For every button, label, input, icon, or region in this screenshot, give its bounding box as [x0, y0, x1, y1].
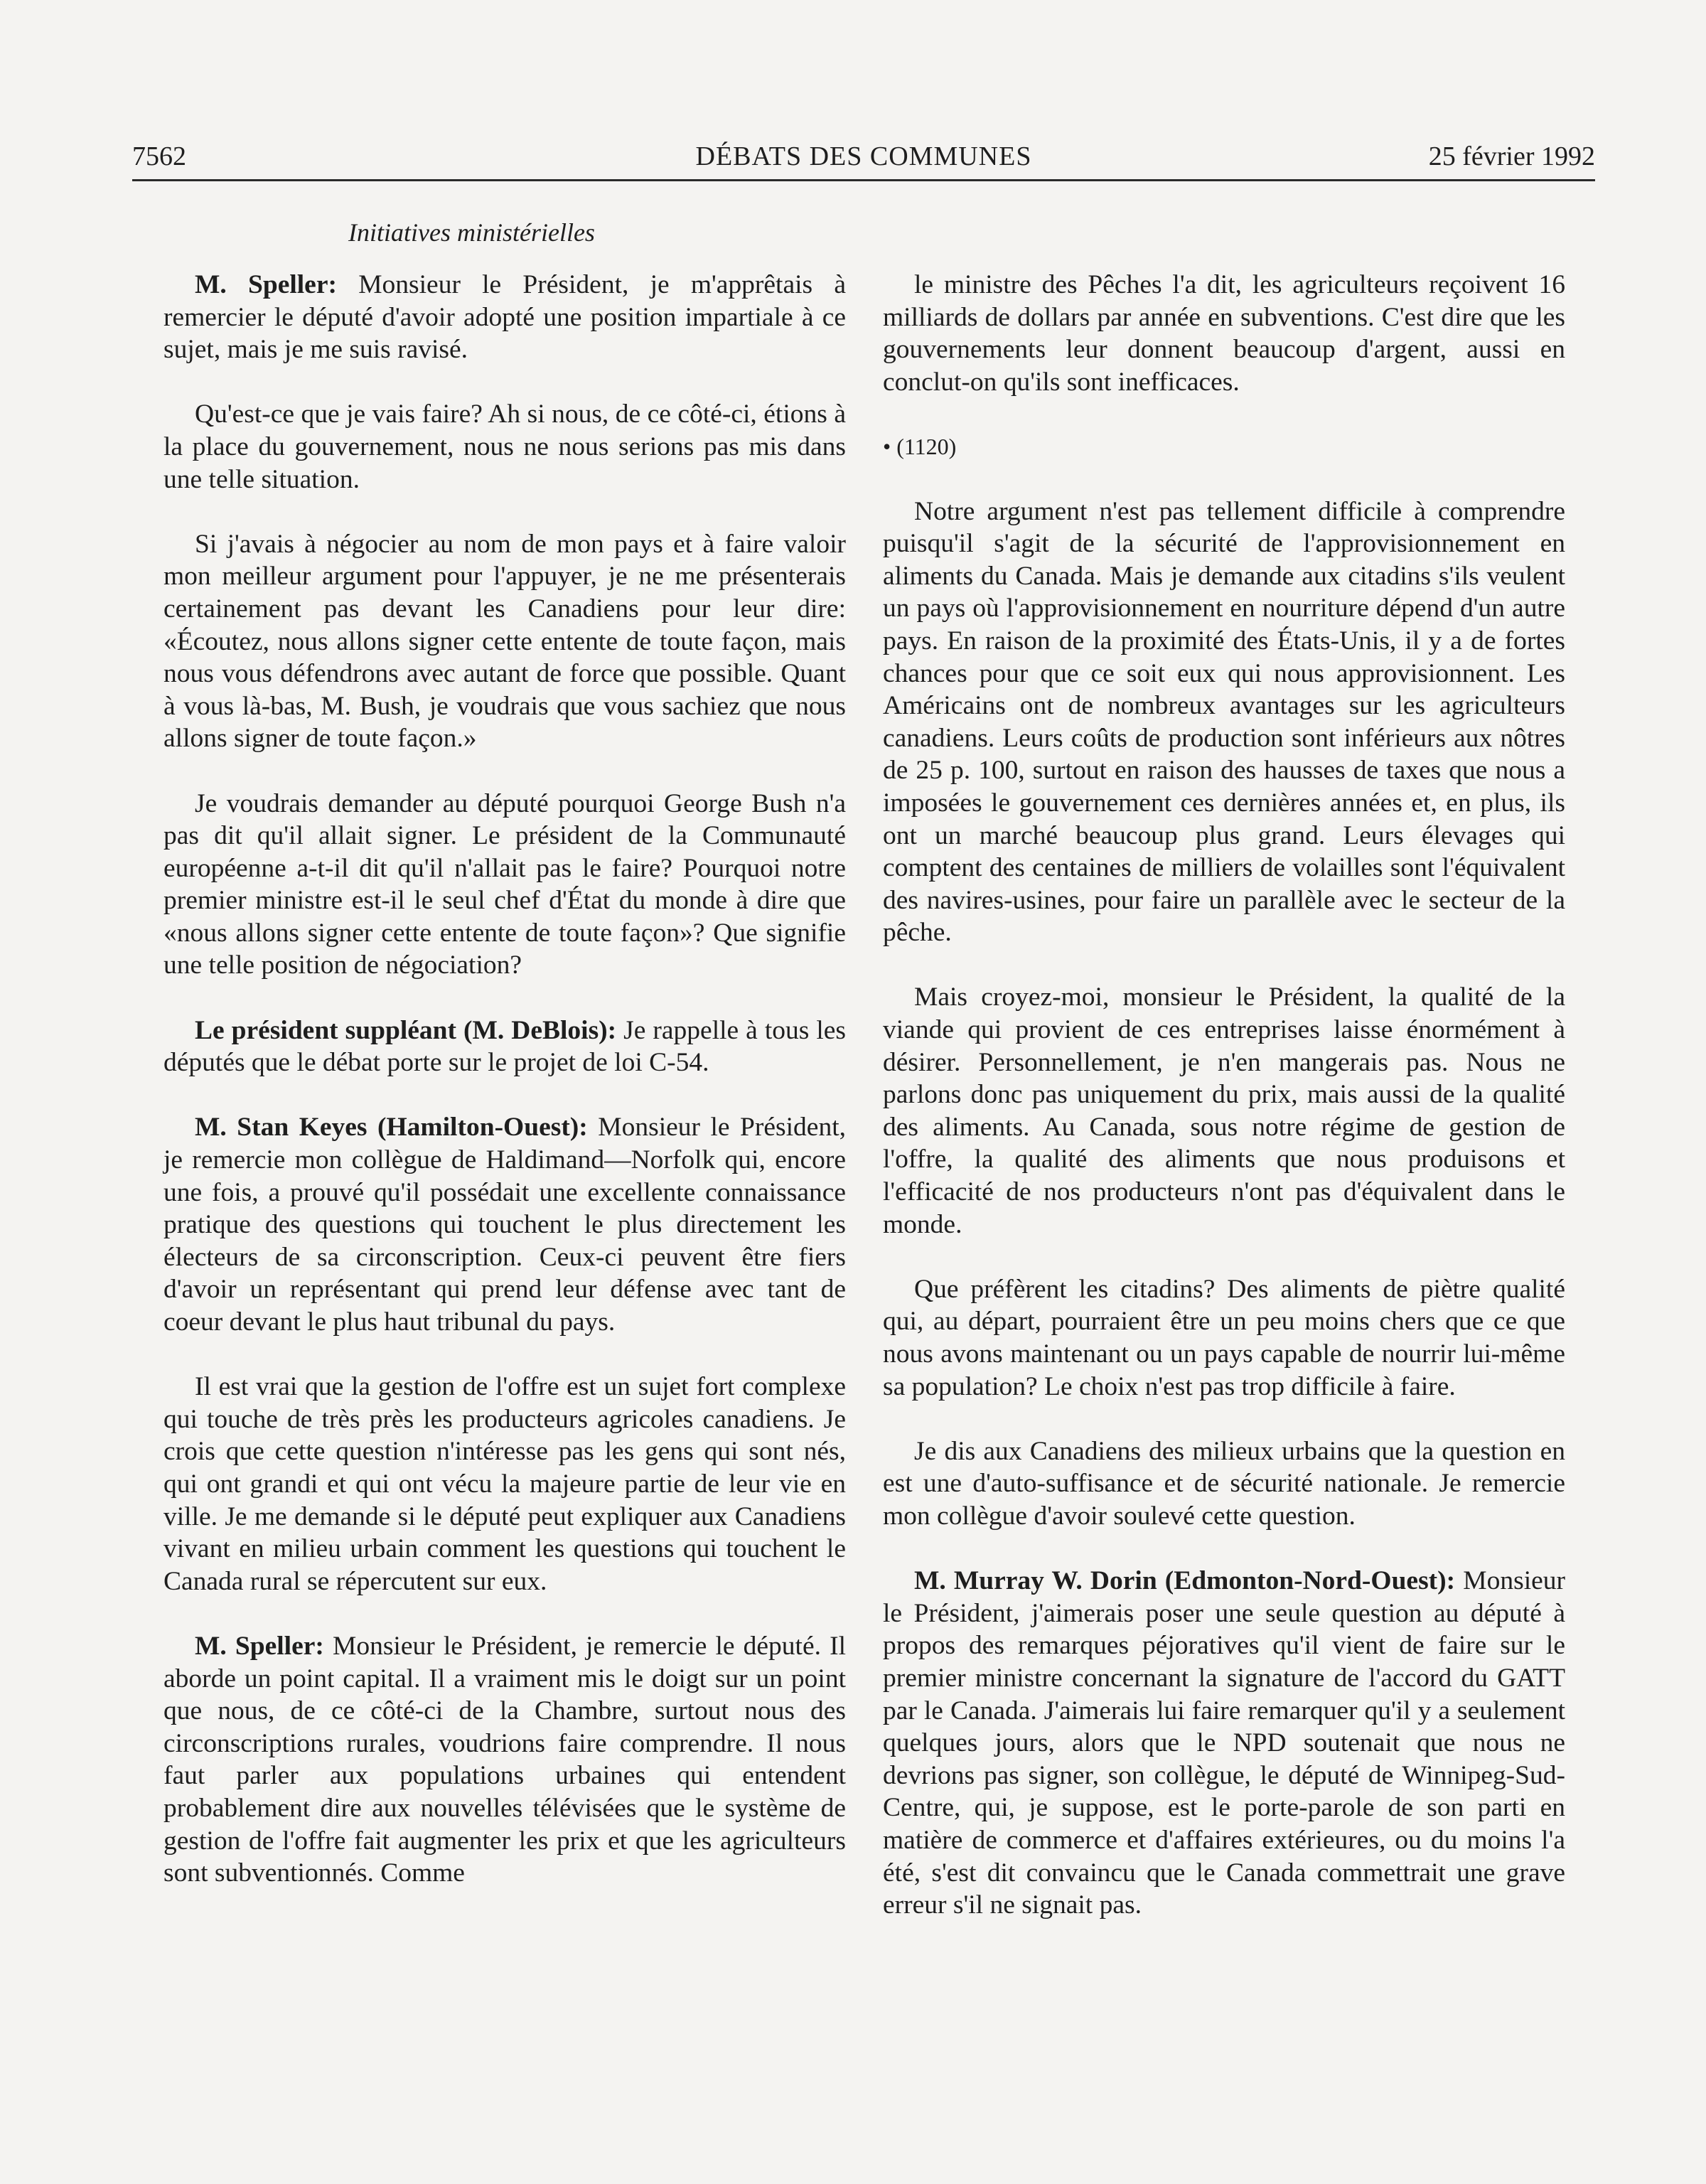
speaker-name: M. Speller: — [195, 1631, 324, 1661]
paragraph-text: Monsieur le Président, je m'apprêtais à remercier le député d'avoir adopté une position impartiale à ce sujet, mais je me suis ravisé. — [163, 270, 846, 365]
speaker-name: M. Murray W. Dorin (Edmonton-Nord-Ouest): — [914, 1566, 1456, 1596]
publication-title: DÉBATS DES COMMUNES — [695, 141, 1032, 171]
paragraph — [883, 981, 1565, 1241]
paragraph — [883, 1435, 1565, 1533]
paragraph-text: Monsieur le Président, je remercie le député. Il aborde un point capital. Il a vraiment mis le doigt sur un point que nous, de ce côté-ci de la Chambre, surtout nous des circonscriptions rurales, voudrions faire comprendre. Il nous faut parler aux populations urbaines qui entendent probablement dire aux nouvelles télévisées que le système de gestion de l'offre fait augmenter les prix et que les agriculteurs sont subventionnés. Comme — [163, 1631, 847, 1888]
paragraph — [163, 788, 846, 983]
paragraph — [883, 1565, 1565, 1922]
paragraph-text: Il est vrai que la gestion de l'offre est un sujet fort complexe qui touche de très près les producteurs agricoles canadiens. Je crois que cette question n'intéresse pas les gens qui sont nés, qui ont grandi et qui ont vécu la majeure partie de leur vie en ville. Je me demande si le député peut expliquer aux Canadiens vivant en milieu urbain comment les questions qui touchent le Canada rural se répercutent sur eux. — [163, 1372, 846, 1596]
speaker-name: M. Speller: — [195, 270, 337, 299]
paragraph — [883, 269, 1565, 398]
section-title: Initiatives ministérielles — [348, 218, 595, 247]
paragraph-text: Mais croyez-moi, monsieur le Président, la qualité de la viande qui provient de ces entreprises laisse énormément à désirer. Personnellement, je n'en mangerais pas. Nous ne parlons donc pas uniquement du prix, mais aussi de la qualité des aliments. Au Canada, sous notre régime de gestion de l'offre, la qualité des aliments que nous produisons et l'efficacité de nos producteurs n'ont pas d'équivalent dans le monde. — [883, 983, 1565, 1239]
paragraph-text: Si j'avais à négocier au nom de mon pays et à faire valoir mon meilleur argument pour l'appuyer, je ne me présenterais certainement pas devant les Canadiens pour leur dire: «Écoutez, nous allons signer cette entente de toute façon, mais nous vous défendrons avec autant de force que possible. Quant à vous là-bas, M. Bush, je voudrais que vous sachiez que nous allons signer de toute façon.» — [163, 529, 846, 754]
paragraph-text: Qu'est-ce que je vais faire? Ah si nous, de ce côté-ci, étions à la place du gouvernement, nous ne nous serions pas mis dans une telle situation. — [163, 400, 846, 494]
paragraph — [163, 528, 846, 755]
paragraph-text: le ministre des Pêches l'a dit, les agriculteurs reçoivent 16 milliards de dollars par année en subventions. C'est dire que les gouvernements leur donnent beaucoup d'argent, aussi en conclut-on qu'ils sont inefficaces. — [883, 270, 1565, 397]
paragraph-text: Je rappelle à tous les députés que le débat porte sur le projet de loi C-54. — [163, 1015, 847, 1078]
paragraph — [163, 398, 846, 496]
paragraph — [163, 269, 846, 366]
paragraph-text: Monsieur le Président, j'aimerais poser une seule question au député à propos des remarques péjoratives qu'il vient de faire sur le premier ministre concernant la signature de l'accord du GATT par le Canada. J'aimerais lui faire remarquer qu'il y a seulement quelques jours, alors que le NPD soutenait que nous ne devrions pas signer, son collègue, le député de Winnipeg-Sud-Centre, qui, je suppose, est le porte-parole de son parti en matière de commerce et d'affaires extérieures, ou du moins l'a été, s'est dit convaincu que le Canada commettrait une grave erreur s'il ne signait pas. — [883, 1566, 1566, 1920]
right-column — [883, 269, 1565, 1954]
speaker-name: Le président suppléant (M. DeBlois): — [195, 1015, 617, 1045]
paragraph — [163, 1111, 846, 1338]
page-header — [132, 139, 1595, 181]
paragraph-text: Que préfèrent les citadins? Des aliments de piètre qualité qui, au départ, pourraient être un peu moins chers que ce que nous avons maintenant ou un pays capable de nourrir lui-même sa population? Le choix n'est pas trop difficile à faire. — [883, 1274, 1565, 1401]
speaker-name: M. Stan Keyes (Hamilton-Ouest): — [195, 1113, 588, 1142]
paragraph-text: Je voudrais demander au député pourquoi George Bush n'a pas dit qu'il allait signer. Le président de la Communauté européenne a-t-il dit qu'il n'allait pas le faire? Pourquoi notre premier ministre est-il le seul chef d'État du monde à dire que «nous allons signer cette entente de toute façon»? Que signifie une telle position de négociation? — [163, 788, 846, 980]
left-column — [163, 269, 846, 1922]
publication-date: 25 février 1992 — [1428, 141, 1595, 171]
paragraph — [163, 1371, 846, 1597]
paragraph-text: Je dis aux Canadiens des milieux urbains que la question en est une d'auto-suffisance et de sécurité nationale. Je remercie mon collègue d'avoir soulevé cette question. — [883, 1436, 1565, 1531]
paragraph — [883, 496, 1565, 949]
paragraph — [883, 1273, 1565, 1403]
paragraph-text: Monsieur le Président, je remercie mon collègue de Haldimand—Norfolk qui, encore une fois, a prouvé qu'il possédait une excellente connaissance pratique des questions qui touchent le plus directement les électeurs de sa circonscription. Ceux-ci peuvent être fiers d'avoir un représentant qui prend leur défense avec tant de coeur devant le plus haut tribunal du pays. — [163, 1113, 846, 1337]
paragraph — [163, 1630, 846, 1890]
time-marker: • (1120) — [883, 433, 957, 459]
page-number: 7562 — [132, 141, 186, 171]
paragraph-text: Notre argument n'est pas tellement difficile à comprendre puisqu'il s'agit de la sécurité de l'approvisionnement en aliments du Canada. Mais je demande aux citadins s'ils veulent un pays où l'approvisionnement en nourriture dépend d'un autre pays. En raison de la proximité des États-Unis, il y a de fortes chances pour que ce soit eux qui nous approvisionnent. Les Américains ont de nombreux avantages sur les agriculteurs canadiens. Leurs coûts de production sont inférieurs aux nôtres de 25 p. 100, surtout en raison des hausses de taxes que nous a imposées le gouvernement ces dernières années et, en plus, ils ont un marché beaucoup plus grand. Leurs élevages qui comptent des centaines de milliers de volailles sont l'équivalent des navires-usines, pour faire un parallèle avec le secteur de la pêche. — [883, 496, 1565, 948]
paragraph — [163, 1015, 846, 1079]
